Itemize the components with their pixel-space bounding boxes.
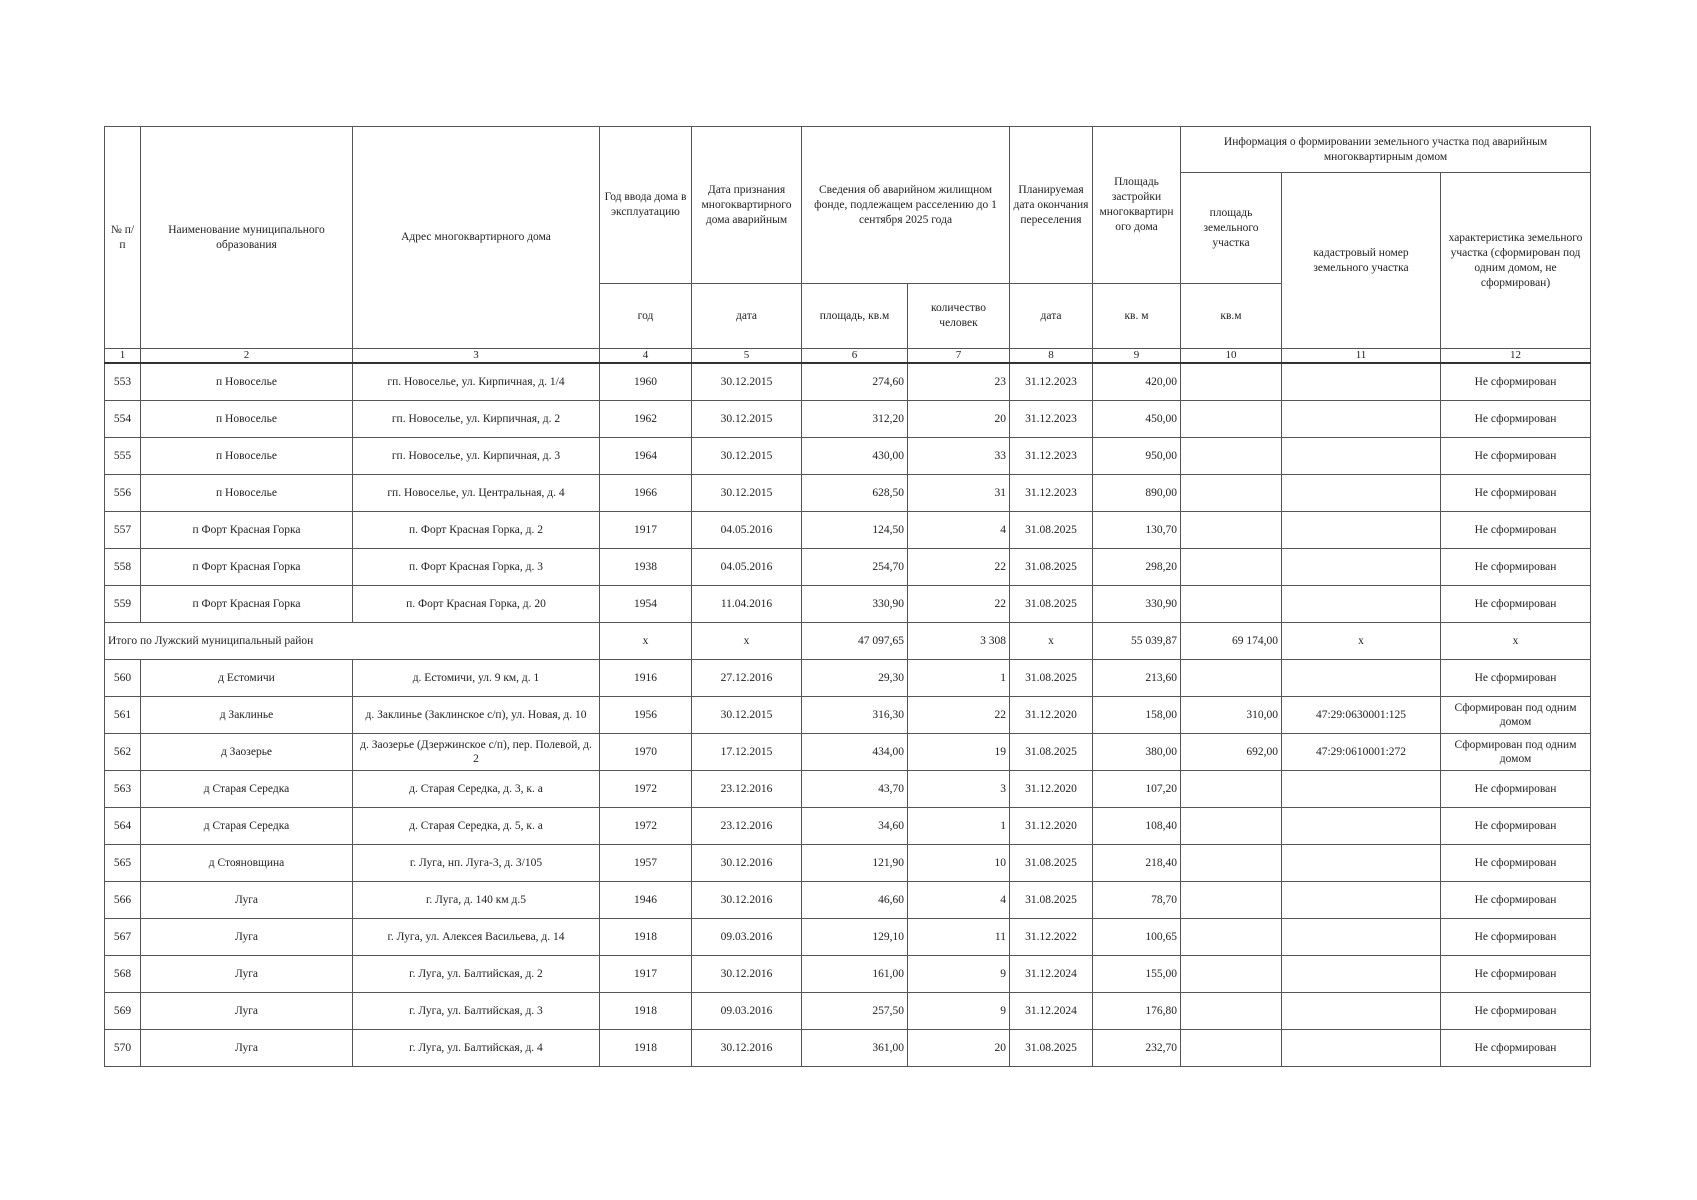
row-status: Не сформирован	[1441, 993, 1591, 1030]
row-people: 22	[908, 697, 1010, 734]
row-people: 9	[908, 956, 1010, 993]
unit-land-area: кв.м	[1181, 284, 1282, 349]
total-people: 3 308	[908, 623, 1010, 660]
row-people: 1	[908, 808, 1010, 845]
header-land-info: Информация о формировании земельного участка под аварийным многоквартирным домом	[1181, 127, 1591, 173]
table-row	[105, 882, 1591, 919]
row-address: д. Заклинье (Заклинское с/п), ул. Новая, д. 10	[353, 697, 600, 734]
row-land-area: 310,00	[1181, 697, 1282, 734]
row-cadastral	[1282, 475, 1441, 512]
row-plan-date: 31.12.2024	[1010, 993, 1093, 1030]
row-area: 121,90	[802, 845, 908, 882]
unit-date: дата	[692, 284, 802, 349]
row-build-area: 420,00	[1093, 363, 1181, 401]
row-municipality: п Форт Красная Горка	[141, 549, 353, 586]
column-number: 3	[353, 349, 600, 364]
column-number: 1	[105, 349, 141, 364]
row-status: Не сформирован	[1441, 586, 1591, 623]
row-number: 562	[105, 734, 141, 771]
row-date: 30.12.2015	[692, 475, 802, 512]
row-cadastral	[1282, 808, 1441, 845]
row-year: 1972	[600, 771, 692, 808]
row-people: 1	[908, 660, 1010, 697]
row-plan-date: 31.12.2023	[1010, 363, 1093, 401]
row-plan-date: 31.12.2023	[1010, 475, 1093, 512]
column-numbers-row	[105, 349, 1591, 364]
column-number: 7	[908, 349, 1010, 364]
row-date: 11.04.2016	[692, 586, 802, 623]
row-area: 628,50	[802, 475, 908, 512]
header-year: Год ввода дома в эксплуатацию	[600, 127, 692, 284]
row-area: 124,50	[802, 512, 908, 549]
row-build-area: 380,00	[1093, 734, 1181, 771]
row-date: 30.12.2015	[692, 438, 802, 475]
row-cadastral	[1282, 438, 1441, 475]
column-number: 11	[1282, 349, 1441, 364]
row-cadastral	[1282, 586, 1441, 623]
row-address: п. Форт Красная Горка, д. 20	[353, 586, 600, 623]
table-row	[105, 512, 1591, 549]
row-date: 30.12.2016	[692, 882, 802, 919]
column-number: 4	[600, 349, 692, 364]
row-date: 30.12.2016	[692, 1030, 802, 1067]
row-year: 1966	[600, 475, 692, 512]
row-plan-date: 31.12.2023	[1010, 401, 1093, 438]
row-municipality: п Форт Красная Горка	[141, 586, 353, 623]
row-area: 274,60	[802, 363, 908, 401]
row-address: г. Луга, нп. Луга-3, д. 3/105	[353, 845, 600, 882]
row-municipality: д Старая Середка	[141, 771, 353, 808]
row-municipality: Луга	[141, 882, 353, 919]
row-people: 23	[908, 363, 1010, 401]
row-status: Не сформирован	[1441, 512, 1591, 549]
row-area: 330,90	[802, 586, 908, 623]
total-build-area: 55 039,87	[1093, 623, 1181, 660]
table-row	[105, 845, 1591, 882]
row-people: 3	[908, 771, 1010, 808]
column-number: 6	[802, 349, 908, 364]
header-num: № п/п	[105, 127, 141, 349]
row-build-area: 890,00	[1093, 475, 1181, 512]
row-build-area: 232,70	[1093, 1030, 1181, 1067]
row-status: Не сформирован	[1441, 956, 1591, 993]
row-people: 19	[908, 734, 1010, 771]
row-people: 22	[908, 549, 1010, 586]
row-plan-date: 31.08.2025	[1010, 1030, 1093, 1067]
row-area: 34,60	[802, 808, 908, 845]
row-cadastral: 47:29:0610001:272	[1282, 734, 1441, 771]
table-row	[105, 734, 1591, 771]
row-area: 361,00	[802, 1030, 908, 1067]
row-year: 1972	[600, 808, 692, 845]
row-people: 11	[908, 919, 1010, 956]
row-number: 556	[105, 475, 141, 512]
row-plan-date: 31.08.2025	[1010, 549, 1093, 586]
row-cadastral: 47:29:0630001:125	[1282, 697, 1441, 734]
row-municipality: п Новоселье	[141, 401, 353, 438]
total-date: x	[692, 623, 802, 660]
row-build-area: 100,65	[1093, 919, 1181, 956]
row-area: 254,70	[802, 549, 908, 586]
row-date: 09.03.2016	[692, 919, 802, 956]
row-build-area: 176,80	[1093, 993, 1181, 1030]
column-number: 9	[1093, 349, 1181, 364]
row-people: 10	[908, 845, 1010, 882]
row-status: Не сформирован	[1441, 882, 1591, 919]
table-row	[105, 808, 1591, 845]
row-number: 568	[105, 956, 141, 993]
row-address: г. Луга, д. 140 км д.5	[353, 882, 600, 919]
table-row	[105, 660, 1591, 697]
row-status: Не сформирован	[1441, 771, 1591, 808]
table-row	[105, 549, 1591, 586]
row-land-area	[1181, 549, 1282, 586]
column-number: 8	[1010, 349, 1093, 364]
row-area: 312,20	[802, 401, 908, 438]
row-address: п. Форт Красная Горка, д. 2	[353, 512, 600, 549]
row-status: Не сформирован	[1441, 475, 1591, 512]
row-address: г. Луга, ул. Балтийская, д. 4	[353, 1030, 600, 1067]
row-cadastral	[1282, 771, 1441, 808]
total-plan: x	[1010, 623, 1093, 660]
row-plan-date: 31.12.2023	[1010, 438, 1093, 475]
row-area: 129,10	[802, 919, 908, 956]
row-address: гп. Новоселье, ул. Кирпичная, д. 1/4	[353, 363, 600, 401]
row-plan-date: 31.12.2022	[1010, 919, 1093, 956]
row-year: 1916	[600, 660, 692, 697]
row-build-area: 107,20	[1093, 771, 1181, 808]
row-address: гп. Новоселье, ул. Кирпичная, д. 2	[353, 401, 600, 438]
row-date: 23.12.2016	[692, 808, 802, 845]
row-cadastral	[1282, 919, 1441, 956]
row-status: Сформирован под одним домом	[1441, 734, 1591, 771]
row-status: Не сформирован	[1441, 363, 1591, 401]
row-land-area	[1181, 993, 1282, 1030]
row-address: гп. Новоселье, ул. Центральная, д. 4	[353, 475, 600, 512]
header-municipality: Наименование муниципального образования	[141, 127, 353, 349]
unit-year: год	[600, 284, 692, 349]
table-row	[105, 919, 1591, 956]
row-date: 17.12.2015	[692, 734, 802, 771]
row-cadastral	[1282, 512, 1441, 549]
row-municipality: д Заозерье	[141, 734, 353, 771]
row-build-area: 130,70	[1093, 512, 1181, 549]
row-address: г. Луга, ул. Балтийская, д. 3	[353, 993, 600, 1030]
row-area: 161,00	[802, 956, 908, 993]
row-people: 20	[908, 1030, 1010, 1067]
row-land-area	[1181, 882, 1282, 919]
row-status: Не сформирован	[1441, 808, 1591, 845]
row-land-area	[1181, 401, 1282, 438]
row-cadastral	[1282, 845, 1441, 882]
row-build-area: 330,90	[1093, 586, 1181, 623]
row-build-area: 78,70	[1093, 882, 1181, 919]
row-number: 566	[105, 882, 141, 919]
row-address: д. Старая Середка, д. 3, к. а	[353, 771, 600, 808]
row-plan-date: 31.08.2025	[1010, 586, 1093, 623]
row-land-area: 692,00	[1181, 734, 1282, 771]
row-land-area	[1181, 475, 1282, 512]
row-year: 1918	[600, 993, 692, 1030]
column-number: 2	[141, 349, 353, 364]
row-number: 563	[105, 771, 141, 808]
row-number: 564	[105, 808, 141, 845]
total-year: x	[600, 623, 692, 660]
row-cadastral	[1282, 882, 1441, 919]
row-date: 30.12.2015	[692, 401, 802, 438]
table-row	[105, 438, 1591, 475]
row-number: 559	[105, 586, 141, 623]
row-municipality: п Новоселье	[141, 475, 353, 512]
row-year: 1970	[600, 734, 692, 771]
row-address: гп. Новоселье, ул. Кирпичная, д. 3	[353, 438, 600, 475]
row-status: Сформирован под одним домом	[1441, 697, 1591, 734]
row-cadastral	[1282, 401, 1441, 438]
row-address: г. Луга, ул. Балтийская, д. 2	[353, 956, 600, 993]
table-row	[105, 993, 1591, 1030]
row-year: 1957	[600, 845, 692, 882]
row-plan-date: 31.08.2025	[1010, 512, 1093, 549]
row-land-area	[1181, 438, 1282, 475]
row-date: 23.12.2016	[692, 771, 802, 808]
row-build-area: 298,20	[1093, 549, 1181, 586]
row-plan-date: 31.12.2024	[1010, 956, 1093, 993]
unit-people: количество человек	[908, 284, 1010, 349]
row-year: 1954	[600, 586, 692, 623]
header-land-status: характеристика земельного участка (сформирован под одним домом, не сформирован)	[1441, 173, 1591, 349]
row-year: 1917	[600, 512, 692, 549]
table-header	[105, 127, 1591, 364]
row-area: 257,50	[802, 993, 908, 1030]
row-date: 30.12.2016	[692, 845, 802, 882]
row-number: 565	[105, 845, 141, 882]
row-cadastral	[1282, 1030, 1441, 1067]
total-row	[105, 623, 1591, 660]
row-year: 1964	[600, 438, 692, 475]
row-plan-date: 31.12.2020	[1010, 697, 1093, 734]
row-land-area	[1181, 660, 1282, 697]
row-cadastral	[1282, 660, 1441, 697]
row-land-area	[1181, 363, 1282, 401]
row-status: Не сформирован	[1441, 845, 1591, 882]
row-status: Не сформирован	[1441, 1030, 1591, 1067]
row-land-area	[1181, 808, 1282, 845]
row-municipality: п Форт Красная Горка	[141, 512, 353, 549]
column-number: 5	[692, 349, 802, 364]
row-people: 4	[908, 512, 1010, 549]
table-row	[105, 771, 1591, 808]
row-build-area: 158,00	[1093, 697, 1181, 734]
total-status: x	[1441, 623, 1591, 660]
row-status: Не сформирован	[1441, 549, 1591, 586]
header-building-area: Площадь застройки многоквартирн ого дома	[1093, 127, 1181, 284]
row-year: 1960	[600, 363, 692, 401]
row-people: 22	[908, 586, 1010, 623]
table-body	[105, 363, 1591, 1067]
unit-area: площадь, кв.м	[802, 284, 908, 349]
header-planned-date: Планируемая дата окончания переселения	[1010, 127, 1093, 284]
table-row	[105, 401, 1591, 438]
row-plan-date: 31.12.2020	[1010, 808, 1093, 845]
row-year: 1917	[600, 956, 692, 993]
row-year: 1956	[600, 697, 692, 734]
row-municipality: п Новоселье	[141, 363, 353, 401]
row-plan-date: 31.08.2025	[1010, 660, 1093, 697]
row-number: 555	[105, 438, 141, 475]
row-status: Не сформирован	[1441, 401, 1591, 438]
column-number: 12	[1441, 349, 1591, 364]
unit-plan-date: дата	[1010, 284, 1093, 349]
row-status: Не сформирован	[1441, 660, 1591, 697]
row-build-area: 213,60	[1093, 660, 1181, 697]
row-land-area	[1181, 512, 1282, 549]
row-plan-date: 31.08.2025	[1010, 882, 1093, 919]
row-municipality: д Стояновщина	[141, 845, 353, 882]
row-plan-date: 31.12.2020	[1010, 771, 1093, 808]
row-address: д. Заозерье (Дзержинское с/п), пер. Полевой, д. 2	[353, 734, 600, 771]
total-area: 47 097,65	[802, 623, 908, 660]
row-number: 569	[105, 993, 141, 1030]
row-number: 557	[105, 512, 141, 549]
row-land-area	[1181, 1030, 1282, 1067]
row-plan-date: 31.08.2025	[1010, 845, 1093, 882]
total-land-area: 69 174,00	[1181, 623, 1282, 660]
row-date: 04.05.2016	[692, 512, 802, 549]
row-people: 31	[908, 475, 1010, 512]
header-address: Адрес многоквартирного дома	[353, 127, 600, 349]
row-date: 09.03.2016	[692, 993, 802, 1030]
row-number: 558	[105, 549, 141, 586]
row-area: 430,00	[802, 438, 908, 475]
row-address: д. Естомичи, ул. 9 км, д. 1	[353, 660, 600, 697]
row-area: 46,60	[802, 882, 908, 919]
row-date: 30.12.2015	[692, 363, 802, 401]
unit-build-area: кв. м	[1093, 284, 1181, 349]
row-year: 1962	[600, 401, 692, 438]
row-number: 561	[105, 697, 141, 734]
row-municipality: д Естомичи	[141, 660, 353, 697]
row-municipality: Луга	[141, 956, 353, 993]
row-municipality: Луга	[141, 919, 353, 956]
row-number: 553	[105, 363, 141, 401]
header-land-area: площадь земельного участка	[1181, 173, 1282, 284]
total-cadastral: x	[1282, 623, 1441, 660]
table-row	[105, 586, 1591, 623]
row-status: Не сформирован	[1441, 919, 1591, 956]
row-build-area: 108,40	[1093, 808, 1181, 845]
total-label: Итого по Лужский муниципальный район	[105, 623, 600, 660]
row-people: 33	[908, 438, 1010, 475]
row-municipality: Луга	[141, 1030, 353, 1067]
row-people: 4	[908, 882, 1010, 919]
row-cadastral	[1282, 363, 1441, 401]
row-people: 9	[908, 993, 1010, 1030]
row-build-area: 218,40	[1093, 845, 1181, 882]
row-number: 560	[105, 660, 141, 697]
row-year: 1918	[600, 1030, 692, 1067]
row-cadastral	[1282, 956, 1441, 993]
row-land-area	[1181, 919, 1282, 956]
row-build-area: 155,00	[1093, 956, 1181, 993]
row-land-area	[1181, 956, 1282, 993]
row-date: 30.12.2015	[692, 697, 802, 734]
header-emergency-fund: Сведения об аварийном жилищном фонде, подлежащем расселению до 1 сентября 2025 года	[802, 127, 1010, 284]
row-people: 20	[908, 401, 1010, 438]
table-row	[105, 1030, 1591, 1067]
table-row	[105, 363, 1591, 401]
row-number: 554	[105, 401, 141, 438]
row-address: п. Форт Красная Горка, д. 3	[353, 549, 600, 586]
row-date: 30.12.2016	[692, 956, 802, 993]
row-year: 1938	[600, 549, 692, 586]
row-area: 434,00	[802, 734, 908, 771]
header-cadastral: кадастровый номер земельного участка	[1282, 173, 1441, 349]
row-date: 04.05.2016	[692, 549, 802, 586]
row-area: 43,70	[802, 771, 908, 808]
row-number: 570	[105, 1030, 141, 1067]
housing-table	[104, 126, 1591, 1067]
row-land-area	[1181, 845, 1282, 882]
row-year: 1946	[600, 882, 692, 919]
row-land-area	[1181, 586, 1282, 623]
row-cadastral	[1282, 993, 1441, 1030]
row-area: 316,30	[802, 697, 908, 734]
table-row	[105, 475, 1591, 512]
row-build-area: 950,00	[1093, 438, 1181, 475]
row-number: 567	[105, 919, 141, 956]
table-row	[105, 697, 1591, 734]
table-row	[105, 956, 1591, 993]
row-land-area	[1181, 771, 1282, 808]
row-date: 27.12.2016	[692, 660, 802, 697]
row-municipality: д Заклинье	[141, 697, 353, 734]
row-municipality: д Старая Середка	[141, 808, 353, 845]
header-recognition-date: Дата признания многоквартирного дома аварийным	[692, 127, 802, 284]
row-municipality: п Новоселье	[141, 438, 353, 475]
row-status: Не сформирован	[1441, 438, 1591, 475]
row-year: 1918	[600, 919, 692, 956]
row-municipality: Луга	[141, 993, 353, 1030]
column-number: 10	[1181, 349, 1282, 364]
row-build-area: 450,00	[1093, 401, 1181, 438]
row-area: 29,30	[802, 660, 908, 697]
row-cadastral	[1282, 549, 1441, 586]
row-plan-date: 31.08.2025	[1010, 734, 1093, 771]
row-address: г. Луга, ул. Алексея Васильева, д. 14	[353, 919, 600, 956]
row-address: д. Старая Середка, д. 5, к. а	[353, 808, 600, 845]
